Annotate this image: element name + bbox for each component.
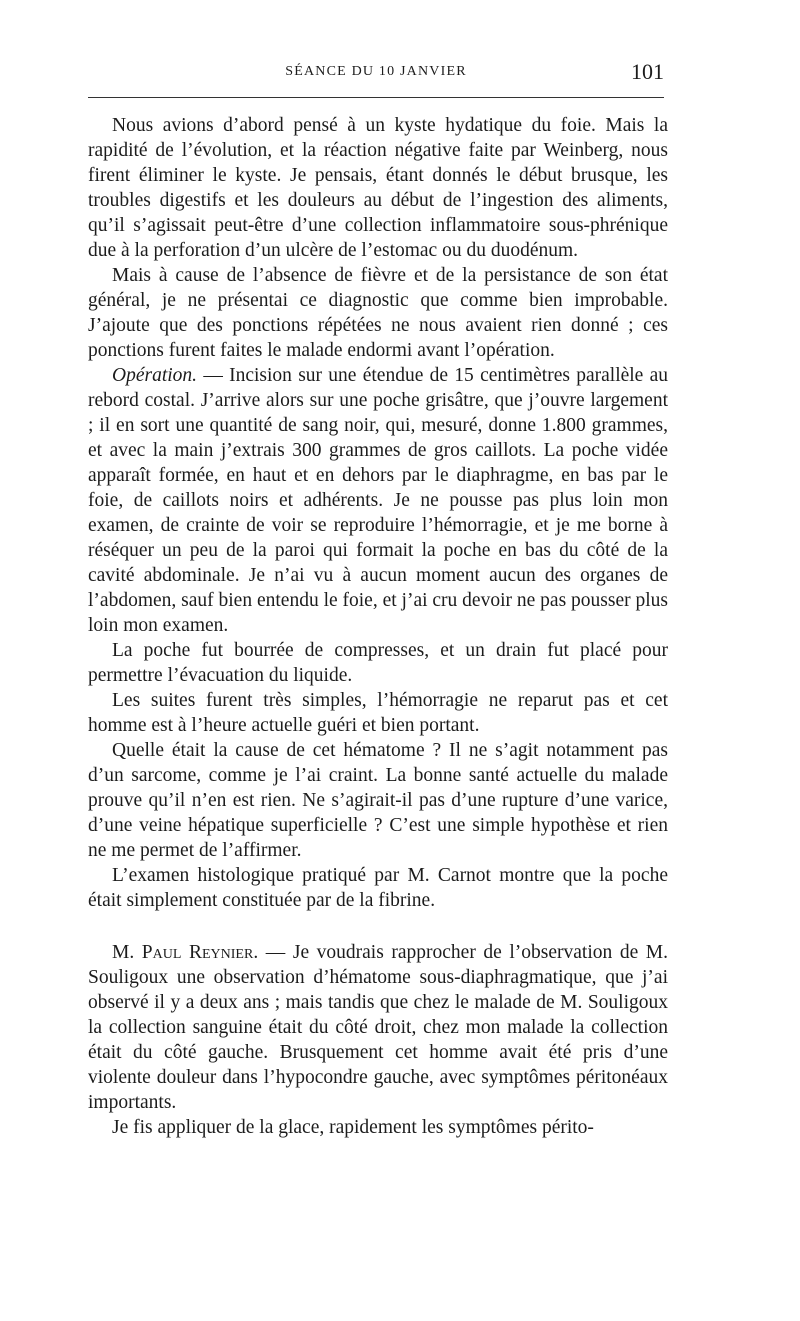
paragraph-operation xyxy=(88,363,668,638)
operation-dash: — xyxy=(203,365,230,386)
speaker-prefix: M. xyxy=(112,942,142,963)
paragraph-reynier xyxy=(88,940,668,1115)
paragraph-drain: La poche fut bourrée de compresses, et un drain fut placé pour permettre l’évacuation du liquide. xyxy=(88,640,668,686)
operation-label: Opération. xyxy=(112,365,198,386)
speaker-name: Paul Reynier. xyxy=(141,942,259,963)
paragraph-cause: Quelle était la cause de cet hématome ? Il ne s’agit notamment pas d’un sarcome, comme je l’ai craint. La bonne santé actuelle du malade prouve qu’il n’en est rien. Ne s’agirait-il pas d’une rupture d’une varice, d’une veine hépatique superficielle ? C’est une simple hypothèse et rien ne me permet de l’affirmer. xyxy=(88,740,668,861)
operation-text: Incision sur une étendue de 15 centimètres parallèle au rebord costal. J’arrive alors sur une poche grisâtre, que j’ouvre largement ; il en sort une quantité de sang noir, qui, mesuré, donne 1.800 grammes, et avec la main j’extrais 300 grammes de gros caillots. La poche vidée apparaît formée, en haut et en dehors par le diaphragme, en bas par le foie, de caillots noirs et adhérents. Je ne pousse pas plus loin mon examen, de crainte de voir se reproduire l’hémorragie, et je me borne à réséquer un peu de la paroi qui formait la poche en bas du côté de la cavité abdominale. Je n’ai vu à aucun moment aucun des organes de l’abdomen, sauf bien entendu le foie, et j’ai cru devoir ne pas pousser plus loin mon examen. xyxy=(88,365,669,636)
reynier-text: — Je voudrais rapprocher de l’observation de M. Souligoux une observation d’hématome sous-diaphragmatique, que j’ai observé il y a deux ans ; mais tandis que chez le malade de M. Souligoux la collection sanguine était du côté droit, chez mon malade la collection était du côté gauche. Brusquement cet homme avait été pris d’une violente douleur dans l’hypocondre gauche, avec symptômes péritonéaux importants. xyxy=(88,942,669,1113)
page-body xyxy=(88,113,668,1140)
paragraph-diagnosis: Nous avions d’abord pensé à un kyste hydatique du foie. Mais la rapidité de l’évolution, et la réaction négative faite par Weinberg, nous firent éliminer le kyste. Je pensais, étant donnés le début brusque, les troubles digestifs et les douleurs au début de l’ingestion des aliments, qu’il s’agissait peut-être d’une collection inflammatoire sous-phrénique due à la perforation d’un ulcère de l’estomac ou du duodénum. xyxy=(88,115,668,261)
paragraph-treatment: Je fis appliquer de la glace, rapidement les symptômes périto- xyxy=(112,1117,594,1138)
page-number: 101 xyxy=(631,59,664,84)
paragraph-differential: Mais à cause de l’absence de fièvre et de la persistance de son état général, je ne présentai ce diagnostic que comme bien improbable. J’ajoute que des ponctions répétées ne nous avaient rien donné ; ces ponctions furent faites le malade endormi avant l’opération. xyxy=(88,265,668,361)
paragraph-follow-up: Les suites furent très simples, l’hémorragie ne reparut pas et cet homme est à l’heure actuelle guéri et bien portant. xyxy=(88,690,668,736)
header-rule xyxy=(88,97,664,98)
running-header xyxy=(88,56,664,90)
paragraph-histology: L’examen histologique pratiqué par M. Carnot montre que la poche était simplement constituée par de la fibrine. xyxy=(88,865,668,911)
header-title: SÉANCE DU 10 JANVIER xyxy=(285,64,467,79)
